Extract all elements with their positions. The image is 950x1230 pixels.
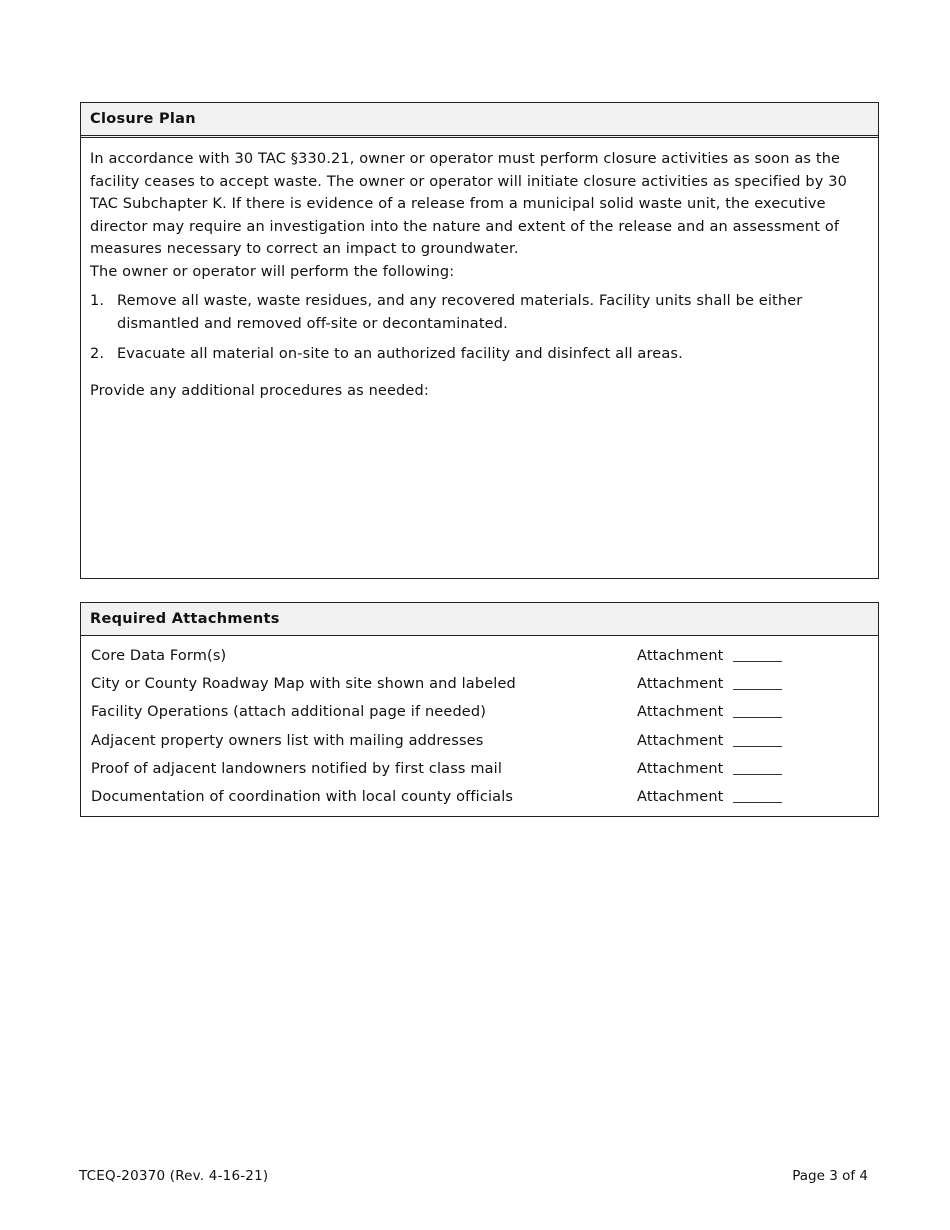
attachment-row <box>81 642 878 670</box>
attachment-number-field[interactable] <box>733 746 782 747</box>
attachment-label: Attachment <box>637 760 724 777</box>
attachment-description: Adjacent property owners list with mailing addresses <box>91 732 484 749</box>
attachment-label: Attachment <box>637 676 724 693</box>
required-attachments-section <box>80 602 879 817</box>
step-number: 2. <box>90 346 105 362</box>
required-attachments-title: Required Attachments <box>81 603 878 636</box>
closure-plan-title: Closure Plan <box>81 103 878 138</box>
additional-procedures-field[interactable] <box>90 402 869 552</box>
closure-plan-section <box>80 102 879 579</box>
list-item <box>90 343 869 366</box>
closure-lead-in: The owner or operator will perform the following: <box>90 263 455 280</box>
attachments-list <box>81 636 878 811</box>
attachment-number-field[interactable] <box>733 774 782 775</box>
attachment-description: Facility Operations (attach additional page if needed) <box>91 704 487 721</box>
attachment-description: Proof of adjacent landowners notified by first class mail <box>91 760 503 777</box>
attachment-number-field[interactable] <box>733 689 782 690</box>
step-text: Evacuate all material on-site to an authorized facility and disinfect all areas. <box>117 346 683 362</box>
additional-procedures-label: Provide any additional procedures as needed: <box>90 382 429 399</box>
attachment-description: Documentation of coordination with local county officials <box>91 788 514 805</box>
attachment-description: Core Data Form(s) <box>91 648 227 664</box>
form-identifier: TCEQ-20370 (Rev. 4-16-21) <box>79 1168 269 1184</box>
list-item <box>90 290 869 335</box>
attachment-label: Attachment <box>637 704 724 721</box>
attachment-label: Attachment <box>637 732 724 749</box>
attachment-row <box>81 670 878 698</box>
attachment-row <box>81 783 878 811</box>
attachment-number-field[interactable] <box>733 802 782 803</box>
attachment-number-field[interactable] <box>733 717 782 718</box>
attachment-label: Attachment <box>637 788 724 805</box>
attachment-number-field[interactable] <box>733 661 782 662</box>
attachment-row <box>81 727 878 755</box>
closure-intro-text: In accordance with 30 TAC §330.21, owner or operator must perform closure activities as soon as the facility ceases to accept waste. The owner or operator will initiate closure activities as specified by 30 TAC Subchapter K. If there is evidence of a release from a municipal solid waste unit, the executive director may require an investigation into the nature and extent of the release and an assessment of measures necessary to correct an impact to groundwater. <box>90 151 848 257</box>
attachment-row <box>81 755 878 783</box>
attachment-row <box>81 698 878 726</box>
page-number: Page 3 of 4 <box>792 1168 868 1184</box>
step-text: Remove all waste, waste residues, and any recovered materials. Facility units shall be either dismantled and removed off-site or decontaminated. <box>117 293 803 332</box>
closure-plan-body <box>81 138 878 552</box>
attachment-description: City or County Roadway Map with site shown and labeled <box>91 676 516 693</box>
attachment-label: Attachment <box>637 648 724 664</box>
closure-steps-list <box>90 290 869 366</box>
step-number: 1. <box>90 293 105 309</box>
